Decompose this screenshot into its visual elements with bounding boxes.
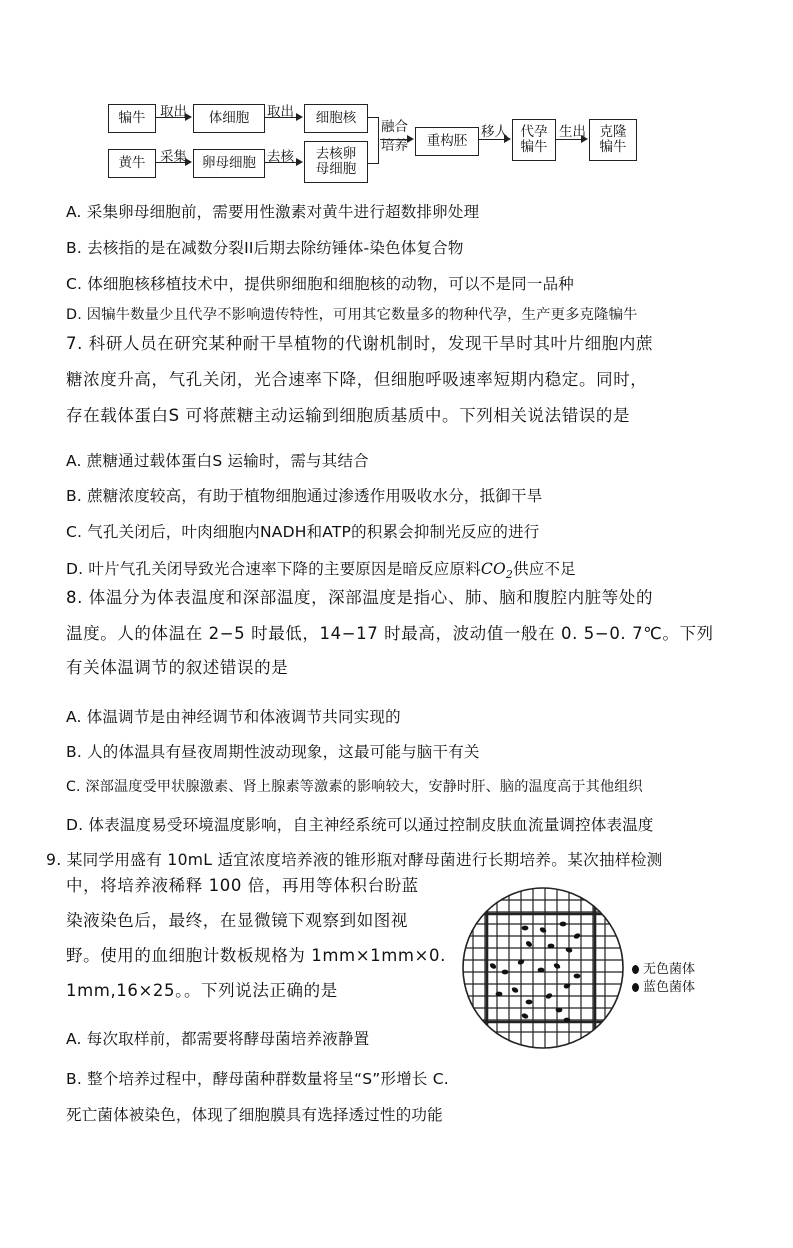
arrow-label-quchu-1: 取出 xyxy=(160,104,187,120)
q8-stem-line1: 8. 体温分为体表温度和深部温度，深部温度是指心、肺、脑和腹腔内脏等处的 xyxy=(66,588,654,607)
arrow-1 xyxy=(156,117,190,118)
legend-blue-label: 蓝色菌体 xyxy=(643,980,696,995)
arrow-7 xyxy=(556,139,586,140)
legend-dot-icon xyxy=(632,983,639,992)
merge-bracket xyxy=(368,117,379,164)
q7-stem-line2: 糖浓度升高，气孔关闭，光合速率下降，但细胞呼吸速率短期内稳定。同时， xyxy=(66,370,648,389)
q7-option-d-end: 供应不足 xyxy=(513,560,576,578)
box-label: 黄牛 xyxy=(118,155,146,171)
arrow-6 xyxy=(479,139,509,140)
legend-clear-label: 无色菌体 xyxy=(643,962,696,977)
box-label: 犏牛 xyxy=(118,110,146,126)
arrow-label-quhe: 去核 xyxy=(267,149,294,165)
q9-stem-line4: 野。使用的血细胞计数板规格为 1mm×1mm×0. xyxy=(66,946,446,965)
co2-formula xyxy=(480,560,514,582)
box-label: 去核卵 母细胞 xyxy=(315,146,357,177)
box-kelong-pianniu xyxy=(589,119,637,161)
arrow-5 xyxy=(380,139,412,140)
legend-clear-cell xyxy=(632,958,695,977)
legend-dot-icon xyxy=(632,965,639,974)
box-pian-niu xyxy=(108,104,156,133)
arrow-3 xyxy=(156,162,190,163)
q7-option-a: A. 蔗糖通过载体蛋白S 运输时，需与其结合 xyxy=(66,452,369,470)
q6-option-d: D. 因犏牛数量少且代孕不影响遗传特性，可用其它数量多的物种代孕，生产更多克隆犏牛 xyxy=(66,307,638,323)
q7-stem-line1: 7. 科研人员在研究某种耐干旱植物的代谢机制时，发现干旱时其叶片细胞内蔗 xyxy=(66,334,654,353)
q8-option-c: C. 深部温度受甲状腺激素、肾上腺素等激素的影响较大，安静时肝、脑的温度高于其他组织 xyxy=(66,779,643,795)
box-label: 重构胚 xyxy=(426,133,468,149)
arrow-label-yiru: 移人 xyxy=(481,124,508,140)
microscope-field-figure xyxy=(459,884,639,1054)
q7-stem-line3: 存在载体蛋白S 可将蔗糖主动运输到细胞质基质中。下列相关说法错误的是 xyxy=(66,406,631,425)
q7-option-d xyxy=(66,557,576,581)
co2-co: CO xyxy=(480,560,506,578)
q9-stem-line3: 染液染色后，最终，在显微镜下观察到如图视 xyxy=(66,911,408,930)
arrow-label-quchu-2: 取出 xyxy=(267,104,294,120)
q6-option-a: A. 采集卵母细胞前，需要用性激素对黄牛进行超数排卵处理 xyxy=(66,203,480,221)
arrow-label-shengchu: 生出 xyxy=(559,124,586,140)
q7-option-d-text: D. 叶片气孔关闭导致光合速率下降的主要原因是暗反应原料 xyxy=(66,560,481,578)
box-ti-xibao xyxy=(193,104,265,133)
box-xibaohe xyxy=(304,104,368,133)
q9-stem-line5: 1mm,16×25。。下列说法正确的是 xyxy=(66,981,338,1000)
box-label: 代孕 犏牛 xyxy=(520,124,548,155)
q9-stem-line1: 9. 某同学用盛有 10mL 适宜浓度培养液的锥形瓶对酵母菌进行长期培养。某次抽样检测 xyxy=(46,851,663,869)
arrow-4 xyxy=(265,162,301,163)
q8-option-a: A. 体温调节是由神经调节和体液调节共同实现的 xyxy=(66,708,401,726)
merge-label: 融合 培养 xyxy=(381,119,408,154)
box-label: 卵母细胞 xyxy=(202,155,256,171)
q8-stem-line2: 温度。人的体温在 2−5 时最低，14−17 时最高，波动值一般在 0. 5−0. 7℃。下列 xyxy=(66,624,714,643)
q7-option-c: C. 气孔关闭后，叶肉细胞内NADH和ATP的积累会抑制光反应的进行 xyxy=(66,523,540,541)
box-daiyun-pianniu xyxy=(512,119,556,161)
q6-option-c: C. 体细胞核移植技术中，提供卵细胞和细胞核的动物，可以不是同一品种 xyxy=(66,275,574,293)
q9-option-c: 死亡菌体被染色，体现了细胞膜具有选择透过性的功能 xyxy=(66,1106,443,1124)
q7-option-b: B. 蔗糖浓度较高，有助于植物细胞通过渗透作用吸收水分，抵御干旱 xyxy=(66,487,543,505)
q9-option-a: A. 每次取样前，都需要将酵母菌培养液静置 xyxy=(66,1030,370,1048)
box-chonggou-pei xyxy=(415,127,479,156)
box-label: 细胞核 xyxy=(315,110,357,126)
co2-subscript: 2 xyxy=(505,568,514,582)
box-quhe-luanmu xyxy=(304,141,368,183)
q6-option-b: B. 去核指的是在减数分裂II后期去除纺锤体-染色体复合物 xyxy=(66,239,464,257)
q9-stem-line2: 中，将培养液稀释 100 倍，再用等体积台盼蓝 xyxy=(66,876,419,895)
box-label: 体细胞 xyxy=(208,110,250,126)
q8-option-d: D. 体表温度易受环境温度影响，自主神经系统可以通过控制皮肤血流量调控体表温度 xyxy=(66,816,654,834)
q9-option-b: B. 整个培养过程中，酵母菌种群数量将呈“S”形增长 C. xyxy=(66,1070,449,1088)
arrow-label-caiji: 采集 xyxy=(160,149,187,165)
box-label: 克隆 犏牛 xyxy=(599,124,627,155)
arrow-2 xyxy=(265,117,301,118)
q8-stem-line3: 有关体温调节的叙述错误的是 xyxy=(66,658,289,677)
q8-option-b: B. 人的体温具有昼夜周期性波动现象，这最可能与脑干有关 xyxy=(66,743,480,761)
legend-blue-cell xyxy=(632,976,695,995)
box-luanmu-xibao xyxy=(193,149,265,178)
box-huang-niu xyxy=(108,149,156,178)
